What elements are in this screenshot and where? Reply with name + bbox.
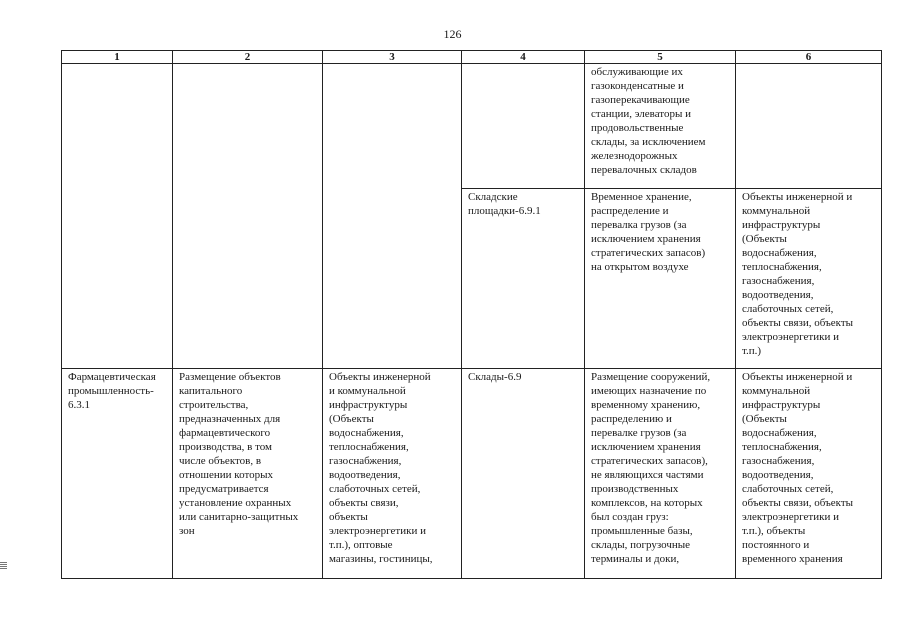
column-header-4: 4	[462, 51, 585, 64]
table-cell: Объекты инженерной и коммунальной инфраструктуры (Объекты водоснабжения, теплоснабжения, газоснабжения, водоотведения, слаботочных сетей, объекты связи, объекты электроэнергетики и т.п.), объекты постоянного и временного хранения	[736, 369, 882, 579]
column-header-2: 2	[173, 51, 323, 64]
page-number: 126	[443, 27, 462, 41]
table-cell: Объекты инженерной и коммунальной инфраструктуры (Объекты водоснабжения, теплоснабжения, газоснабжения, водоотведения, слаботочных сетей, объекты связи, объекты электроэнергетики и т.п.), оптовые магазины, гостиницы,	[323, 369, 462, 579]
table-cell	[62, 64, 173, 369]
table-cell: Склады-6.9	[462, 369, 585, 579]
column-header-5: 5	[585, 51, 736, 64]
table-cell	[173, 64, 323, 369]
table-cell: Размещение сооружений, имеющих назначение по временному хранению, распределению и перевалке грузов (за исключением хранения стратегических запасов), не являющихся частями производственных комплексов, на которых был создан груз: промышленные базы, склады, погрузочные терминалы и доки,	[585, 369, 736, 579]
table-cell	[323, 64, 462, 369]
column-header-3: 3	[323, 51, 462, 64]
table-cell: Складские площадки-6.9.1	[462, 189, 585, 369]
table-cell: обслуживающие их газоконденсатные и газоперекачивающие станции, элеваторы и продовольственные склады, за исключением железнодорожных перевалочных складов	[585, 64, 736, 189]
zoning-table	[61, 50, 882, 579]
table-cell	[736, 64, 882, 189]
table-cell: Размещение объектов капитального строительства, предназначенных для фармацевтического производства, в том числе объектов, в отношении которых предусматривается установление охранных или санитарно-защитных зон	[173, 369, 323, 579]
scan-edge-mark	[0, 562, 7, 569]
table-cell: Объекты инженерной и коммунальной инфраструктуры (Объекты водоснабжения, теплоснабжения, газоснабжения, водоотведения, слаботочных сетей, объекты связи, объекты электроэнергетики и т.п.)	[736, 189, 882, 369]
table-row	[62, 64, 882, 189]
table-cell	[462, 64, 585, 189]
column-header-1: 1	[62, 51, 173, 64]
column-header-6: 6	[736, 51, 882, 64]
table-cell: Фармацевтическая промышленность- 6.3.1	[62, 369, 173, 579]
table-row	[62, 369, 882, 579]
table-header-row	[62, 51, 882, 64]
table-cell: Временное хранение, распределение и перевалка грузов (за исключением хранения стратегических запасов) на открытом воздухе	[585, 189, 736, 369]
